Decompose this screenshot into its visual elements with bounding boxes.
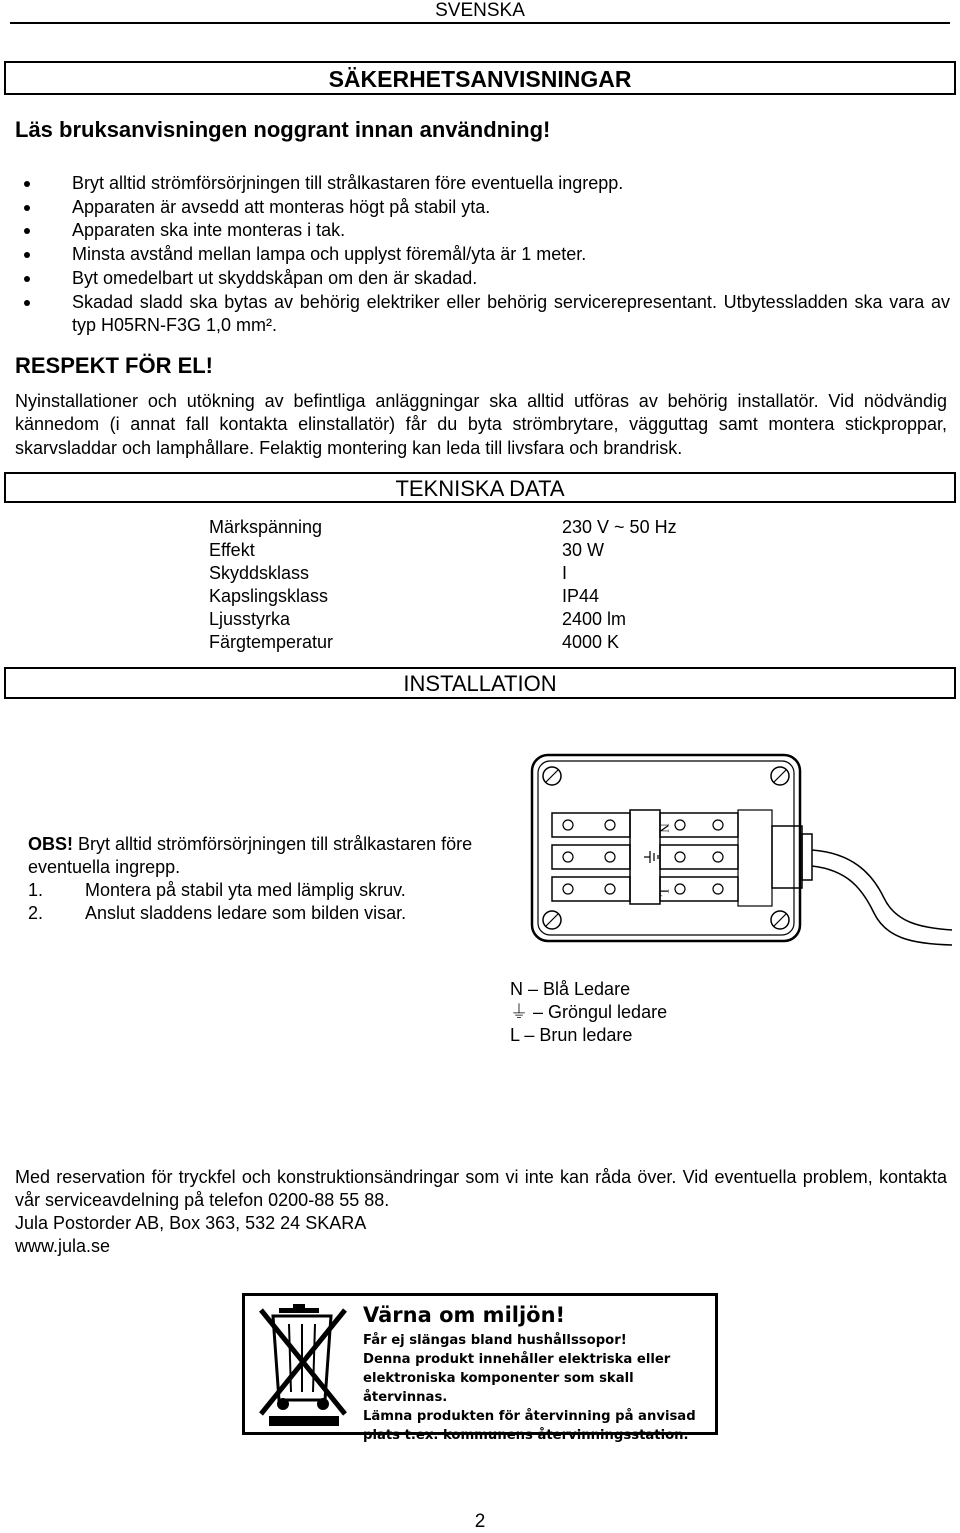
read-manual-heading: Läs bruksanvisningen noggrant innan användning! — [15, 117, 551, 142]
recycling-line: Lämna produkten för återvinning på anvisad — [363, 1409, 696, 1424]
safety-bullet: Skadad sladd ska bytas av behörig elektriker eller behörig servicerepresentant. Utbytessladden ska vara av typ H05RN-F3G 1,0 mm². — [15, 291, 950, 338]
tech-row: Färgtemperatur 4000 K — [209, 632, 620, 652]
tech-row: Ljusstyrka 2400 lm — [209, 609, 627, 629]
bullet-dot — [24, 300, 30, 306]
safety-bullet: Byt omedelbart ut skyddskåpan om den är skadad. — [15, 267, 950, 291]
bullet-dot — [24, 181, 30, 187]
ground-symbol-icon — [644, 851, 658, 863]
ground-symbol-icon: ⏚ — [510, 1002, 528, 1022]
legend-item: L – Brun ledare — [510, 1025, 633, 1045]
legend-item: ⏚ – Gröngul ledare — [510, 1002, 668, 1022]
footer-address: Jula Postorder AB, Box 363, 532 24 SKARA — [15, 1213, 367, 1233]
terminal-block-diagram — [522, 748, 954, 948]
crossed-bin-icon — [253, 1302, 353, 1428]
page-number: 2 — [474, 1511, 486, 1532]
footer-disclaimer: Med reservation för tryckfel och konstruktionsändringar som vi inte kan råda över. Vid eventuella problem, kontakta vår serviceavdelning på telefon 0200-88 55 88. — [15, 1167, 947, 1210]
terminal-label-l: L — [657, 889, 672, 897]
bullet-dot — [24, 205, 30, 211]
tech-data-table — [209, 516, 729, 654]
safety-section-title: SÄKERHETSANVISNINGAR — [4, 61, 956, 95]
recycling-line: Denna produkt innehåller elektriska eller — [363, 1352, 671, 1367]
installation-instructions — [28, 833, 498, 925]
recycling-line: elektroniska komponenter som skall återvinnas. — [363, 1371, 634, 1405]
tech-row: Kapslingsklass IP44 — [209, 586, 600, 606]
safety-bullet-list — [15, 172, 950, 338]
recycling-line: plats t.ex. kommunens återvinningsstation. — [363, 1428, 689, 1443]
tech-row: Märkspänning 230 V ~ 50 Hz — [209, 517, 677, 537]
legend-item: N – Blå Ledare — [510, 979, 631, 999]
bullet-dot — [24, 228, 30, 234]
bullet-dot — [24, 276, 30, 282]
installation-section-title: INSTALLATION — [4, 667, 956, 699]
install-step: 1. Montera på stabil yta med lämplig skruv. — [28, 880, 406, 900]
recycling-title: Värna om miljön! — [363, 1303, 566, 1327]
install-step: 2. Anslut sladdens ledare som bilden visar. — [28, 903, 407, 923]
header-rule — [10, 22, 950, 24]
obs-note: OBS! Bryt alltid strömförsörjningen till strålkastaren före eventuella ingrepp. — [28, 834, 473, 877]
footer-website: www.jula.se — [15, 1236, 111, 1256]
wire-legend — [510, 978, 667, 1047]
tech-row: Skyddsklass I — [209, 563, 568, 583]
bullet-dot — [24, 252, 30, 258]
safety-bullet: Apparaten är avsedd att monteras högt på stabil yta. — [15, 196, 950, 220]
safety-bullet: Minsta avstånd mellan lampa och upplyst föremål/yta är 1 meter. — [15, 243, 950, 267]
terminal-label-n: N — [657, 823, 672, 833]
safety-bullet: Apparaten ska inte monteras i tak. — [15, 219, 950, 243]
respekt-heading: RESPEKT FÖR EL! — [15, 353, 214, 378]
respekt-paragraph: Nyinstallationer och utökning av befintliga anläggningar ska alltid utföras av behörig installatör. Vid nödvändig kännedom (i annat fall kontakta elinstallatör) får du byta strömbrytare, vägguttag samt montera stickproppar, skarvsladdar och lamphållare. Felaktig montering kan leda till livsfara och brandrisk. — [15, 391, 947, 458]
recycling-text — [363, 1302, 713, 1445]
recycling-notice — [242, 1293, 718, 1443]
tech-row: Effekt 30 W — [209, 540, 605, 560]
tech-section-title: TEKNISKA DATA — [4, 472, 956, 503]
recycling-line: Får ej slängas bland hushållssopor! — [363, 1333, 627, 1348]
safety-bullet: Bryt alltid strömförsörjningen till strålkastaren före eventuella ingrepp. — [15, 172, 950, 196]
footer-contact — [15, 1166, 947, 1258]
recycling-lines — [363, 1331, 713, 1445]
header-language: SVENSKA — [435, 0, 525, 21]
